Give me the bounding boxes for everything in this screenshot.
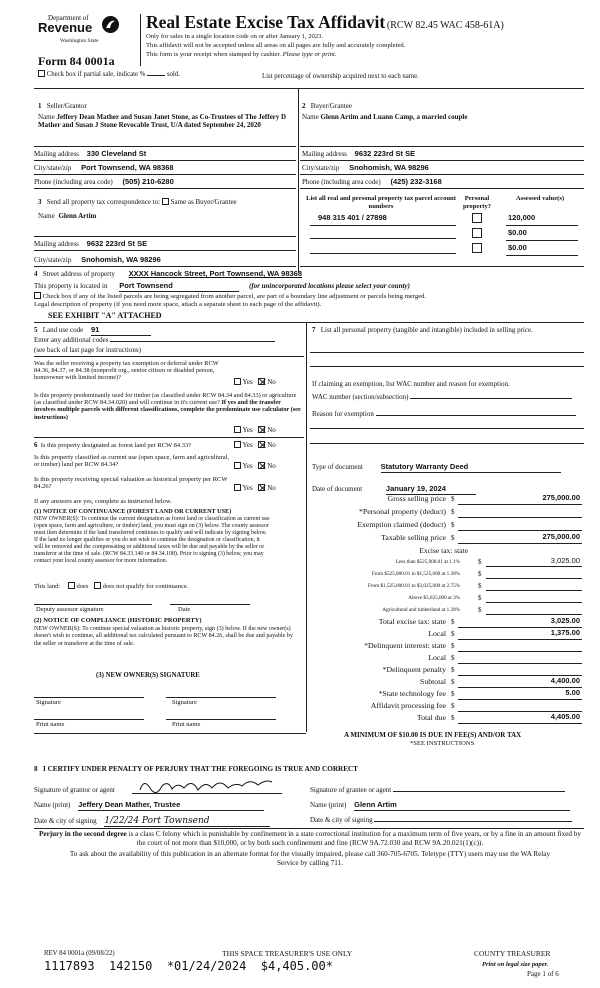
forest-no-checkbox[interactable] bbox=[258, 441, 265, 448]
perjury-notice: Perjury in the second degree is a class C felony which is punishable by confinement in a state correctional institution for a maximum term of five years, or by a fine in an amount fixed by the court of not more than $10,000, or by both such confinement and fine (RCW 9A.72.030 and RCW 9A.20.021(1)(c)). bbox=[39, 830, 581, 847]
taxable-value[interactable]: 275,000.00 bbox=[542, 532, 580, 541]
header-note-2: This affidavit will not be accepted unless all areas on all pages are fully and accurately completed. bbox=[146, 42, 406, 49]
legal-size-note: Print on legal size paper. bbox=[482, 961, 549, 968]
property-address[interactable]: XXXX Hancock Street, Port Townsend, WA 98368 bbox=[128, 269, 303, 278]
partial-sale-checkbox[interactable] bbox=[38, 70, 45, 77]
assessed-col-header: Assessed value(s) bbox=[515, 195, 565, 202]
notice-compliance-title: (2) NOTICE OF COMPLIANCE (HISTORIC PROPERTY) bbox=[34, 617, 202, 624]
grantee-name[interactable]: Glenn Artim bbox=[354, 801, 570, 811]
subtotal-label: Subtotal bbox=[420, 677, 446, 686]
buyer-name-row: Name Glenn Artim and Luann Camp, a married couple bbox=[302, 113, 468, 121]
if-yes-note: If any answers are yes, complete as instructed below. bbox=[34, 498, 172, 505]
parcel-number-1[interactable]: 948 315 401 / 27898 bbox=[318, 213, 387, 222]
revenue-label: Revenue bbox=[38, 20, 93, 35]
deputy-signature-label: Deputy assessor signature bbox=[36, 606, 104, 613]
deputy-date-label: Date bbox=[178, 606, 191, 613]
assessed-value-2[interactable]: $0.00 bbox=[508, 228, 527, 237]
revenue-logo bbox=[38, 14, 128, 48]
doc-date-row: Date of document January 19, 2024 bbox=[312, 485, 476, 495]
total-state-label: Total excise tax: state bbox=[378, 617, 446, 626]
q1-answers: Yes No bbox=[234, 378, 276, 386]
exemption-label: If claiming an exemption, list WAC number and reason for exemption. bbox=[312, 380, 510, 388]
property-location[interactable]: Port Townsend bbox=[119, 282, 239, 292]
grantor-date[interactable]: 1/22/24 Port Townsend bbox=[104, 816, 270, 827]
grantor-signature[interactable] bbox=[132, 776, 282, 794]
seller-name-row: Name Jeffery Dean Mather and Susan Janet Stone, as Co-Trustees of The Jeffery D Mather and Susan J Stone Revocable Trust, U/A dated September 24, 2020 bbox=[38, 113, 287, 130]
historic-yes-checkbox[interactable] bbox=[234, 484, 241, 491]
taxcorr-city[interactable]: Snohomish, WA 98296 bbox=[81, 255, 161, 264]
exemption-deduct-label: Exemption claimed (deduct) bbox=[357, 520, 446, 529]
doc-date[interactable]: January 19, 2024 bbox=[386, 485, 476, 495]
total-state-value[interactable]: 3,025.00 bbox=[550, 616, 580, 625]
buyer-mailing[interactable]: 9632 223rd St SE bbox=[354, 149, 416, 158]
delinq-penalty-label: *Delinquent penalty bbox=[382, 665, 446, 674]
assessed-value-3[interactable]: $0.00 bbox=[508, 243, 527, 252]
state-label: Washington State bbox=[60, 38, 99, 44]
total-due-label: Total due bbox=[416, 713, 446, 722]
historic-question: Is this property receiving special valuation as historical property per RCW 84.26? bbox=[34, 476, 228, 491]
taxcorr-name-row: Name Glenn Artim bbox=[38, 212, 97, 220]
q2-yes-checkbox[interactable] bbox=[234, 426, 241, 433]
header-note-1: Only for sales in a single location code on or after January 1, 2023. bbox=[146, 33, 324, 40]
seller-name[interactable]: Jeffery Dean Mather and Susan Janet Stone, as Co-Trustees of The Jeffery D Mather and Susan J Stone Revocable Trust, U/A dated September 24, 2020 bbox=[38, 113, 287, 130]
tier-5-label: Agricultural and timberland at 1.28% bbox=[382, 607, 460, 613]
revenue-logo-icon bbox=[102, 16, 119, 33]
dept-of-label: Department of bbox=[48, 14, 89, 22]
tier-1-label: Less than $525,000.01 at 1.1% bbox=[395, 559, 460, 565]
land-use-row: 5 Land use code 91 bbox=[34, 326, 151, 336]
seller-phone-row: Phone (including area code) (505) 210-6280 bbox=[34, 177, 174, 186]
affidavit-fee-label: Affidavit processing fee bbox=[370, 701, 446, 710]
rev-code: REV 84 0001a (09/08/22) bbox=[44, 950, 115, 957]
owner-print-label-1: Print name bbox=[36, 721, 65, 728]
tier-4-label: Above $3,025,000 at 3% bbox=[408, 595, 460, 601]
q1-no-checkbox[interactable] bbox=[258, 378, 265, 385]
header-note-3: This form is your receipt when stamped by cashier. Please type or print. bbox=[146, 51, 337, 58]
grantor-signature-row: Signature of grantor or agent bbox=[34, 786, 115, 794]
property-address-row: 4 Street address of property XXXX Hancock Street, Port Townsend, WA 98368 bbox=[34, 269, 303, 278]
receipt-stamp: 1117893 142150 *01/24/2024 $4,405.00* bbox=[44, 959, 333, 973]
tier-3-label: From $1,525,000.01 to $3,025,000 at 2.75% bbox=[367, 583, 460, 589]
tier-1-value[interactable]: 3,025.00 bbox=[550, 556, 580, 565]
current-use-no-checkbox[interactable] bbox=[258, 462, 265, 469]
total-due-value[interactable]: 4,405.00 bbox=[550, 712, 580, 721]
taxable-label: Taxable selling price bbox=[381, 533, 446, 542]
q2-answers: Yes No bbox=[234, 426, 276, 434]
forest-question: 6 Is this property designated as forest land per RCW 84.33? bbox=[34, 441, 192, 449]
exemption-question: Was the seller receiving a property tax exemption or deferral under RCW 84.36, 84.37, or 84.38 (nonprofit org., senior citizen or disabled person, homeowner with limited income)? bbox=[34, 360, 219, 382]
legal-description-note: Legal description of property (if you need more space, attach a separate sheet to each page of the affidavit). bbox=[34, 301, 322, 308]
exhibit-note: SEE EXHIBIT "A" ATTACHED bbox=[48, 311, 162, 320]
timber-question: Is this property predominantly used for timber (as classified under RCW 84.34 and 84.33) or agriculture (as classified under RCW 84.34.020) and will continue in it's current use? If yes and the transfer involves multiple parcels with different classifications, complete the predominate use calculator (see instructions) bbox=[34, 392, 301, 421]
q1-yes-checkbox[interactable] bbox=[234, 378, 241, 385]
subtotal-value[interactable]: 4,400.00 bbox=[550, 676, 580, 685]
owner-signature-label-1: Signature bbox=[36, 699, 61, 706]
alt-format-notice: To ask about the availability of this publication in an alternate format for the visually impaired, please call 360-705-6705. Teletype (TTY) users may use the WA Relay Service by calling 711. bbox=[69, 850, 551, 867]
wac-row: WAC number (section/subsection) bbox=[312, 393, 582, 401]
notice-continuance-body: NEW OWNER(S): To continue the current designation as forest land or classification as current use (open space, farm and agriculture, or timber) land, you must sign on (3) below. The county assessor must then determine if the land transferred continues to qualify and will indicate by signing below. If the land no longer qualifies or you do not wish to continue the designation or classification, it will be removed and the compensating or additional taxes will be due and payable by the seller or transferor at the time of sale. (RCW 84.33.140 or 84.34.108). Prior to signing (3) below, you may contact your local county assessor for more information. bbox=[34, 516, 270, 565]
tech-fee-label: *State technology fee bbox=[378, 689, 446, 698]
seller-city[interactable]: Port Townsend, WA 98368 bbox=[81, 163, 174, 172]
taxcorr-heading: 3 Send all property tax correspondence to: Same as Buyer/Grantee bbox=[38, 198, 237, 206]
new-owner-signature-title: (3) NEW OWNER(S) SIGNATURE bbox=[96, 672, 200, 679]
doc-type[interactable]: Statutory Warranty Deed bbox=[381, 463, 561, 473]
excise-state-label: Excise tax: state bbox=[419, 546, 468, 555]
treasurer-only-label: THIS SPACE TREASURER'S USE ONLY bbox=[222, 949, 353, 958]
local-label: Local bbox=[428, 629, 446, 638]
personal-property-label: 7 List all personal property (tangible and intangible) included in selling price. bbox=[312, 326, 533, 334]
seller-phone[interactable]: (505) 210-6280 bbox=[122, 177, 174, 186]
taxcorr-name[interactable]: Glenn Artim bbox=[58, 212, 97, 220]
parcel-col-header: List all real and personal property tax parcel account numbers bbox=[306, 195, 456, 210]
taxcorr-city-row: City/state/zip Snohomish, WA 98296 bbox=[34, 255, 161, 264]
buyer-heading: 2 Buyer/Grantee bbox=[302, 102, 352, 110]
owner-signature-label-2: Signature bbox=[172, 699, 197, 706]
taxcorr-mailing[interactable]: 9632 223rd St SE bbox=[86, 239, 148, 248]
delinq-local-label: Local bbox=[428, 653, 446, 662]
grantor-name[interactable]: Jeffery Dean Mather, Trustee bbox=[78, 801, 264, 811]
property-located-row: This property is located in Port Townsend (for unincorporated locations please select your county) bbox=[34, 281, 410, 290]
s6-q3-answers: Yes No bbox=[234, 484, 276, 492]
buyer-city[interactable]: Snohomish, WA 98296 bbox=[349, 163, 429, 172]
personal-property-checkbox-1[interactable] bbox=[472, 213, 482, 223]
local-value[interactable]: 1,375.00 bbox=[550, 628, 580, 637]
personal-col-header: Personal property? bbox=[462, 195, 492, 210]
doc-type-row: Type of document Statutory Warranty Deed bbox=[312, 463, 561, 473]
form-title: Real Estate Excise Tax Affidavit (RCW 82.45 WAC 458-61A) bbox=[146, 12, 504, 32]
additional-codes-row: Enter any additional codes bbox=[34, 336, 304, 344]
land-does-not-checkbox[interactable] bbox=[94, 582, 101, 589]
owner-print-label-2: Print name bbox=[172, 721, 201, 728]
county-treasurer-label: COUNTY TREASURER bbox=[474, 949, 551, 958]
land-does-checkbox[interactable] bbox=[68, 582, 75, 589]
buyer-phone[interactable]: (425) 232-3168 bbox=[390, 177, 442, 186]
grantee-date-row: Date & city of signing bbox=[310, 816, 572, 824]
notice-compliance-body: NEW OWNER(S): To continue special valuation as historic property, sign (3) below. If the new owner(s) doesn't wish to continue, all additional tax calculated pursuant to RCW 84.26, shall be due and payable by the seller or transferor at the time of sale. bbox=[34, 626, 293, 647]
buyer-name[interactable]: Glenn Artim and Luann Camp, a married couple bbox=[320, 113, 468, 121]
grantee-signature-row: Signature of grantee or agent bbox=[310, 786, 565, 794]
same-as-buyer-checkbox[interactable] bbox=[162, 198, 169, 205]
minimum-fee-note: A MINIMUM OF $10.00 IS DUE IN FEE(S) AND/OR TAX bbox=[344, 731, 522, 739]
grantee-name-row: Name (print) Glenn Artim bbox=[310, 801, 570, 811]
segregated-row: Check box if any of the listed parcels are being segregated from another parcel, are part of a boundary line adjustment or parcels being merged. bbox=[34, 292, 426, 301]
page-number: Page 1 of 6 bbox=[527, 970, 559, 978]
assessed-value-1[interactable]: 120,000 bbox=[508, 213, 536, 222]
seller-heading: 1 Seller/Grantor bbox=[38, 102, 87, 110]
tech-fee-value[interactable]: 5.00 bbox=[565, 688, 580, 697]
grantor-signature-scrawl bbox=[132, 776, 282, 796]
taxcorr-mailing-row: Mailing address 9632 223rd St SE bbox=[34, 239, 148, 248]
current-use-question: Is this property classified as current use (open space, farm and agricultural, or timber) land per RCW 84.34? bbox=[34, 454, 230, 469]
gross-value[interactable]: 275,000.00 bbox=[542, 493, 580, 502]
land-use-code[interactable]: 91 bbox=[91, 326, 151, 336]
see-last-page-note: (see back of last page for instructions) bbox=[34, 346, 141, 354]
form-number: Form 84 0001a bbox=[38, 54, 115, 68]
personal-deduct-label: *Personal property (deduct) bbox=[358, 507, 446, 516]
tier-2-label: From $525,000.01 to $1,525,000 at 1.28% bbox=[371, 571, 460, 577]
historic-no-checkbox[interactable] bbox=[258, 484, 265, 491]
partial-sale-row: Check box if partial sale, indicate % sold. bbox=[38, 70, 180, 79]
seller-city-row: City/state/zip Port Townsend, WA 98368 bbox=[34, 163, 174, 172]
grantor-date-row: Date & city of signing 1/22/24 Port Townsend bbox=[34, 816, 270, 827]
s6-q1-answers: Yes No bbox=[234, 441, 276, 449]
current-use-yes-checkbox[interactable] bbox=[234, 462, 241, 469]
gross-label: Gross selling price bbox=[387, 494, 446, 503]
personal-property-checkbox-3[interactable] bbox=[472, 243, 482, 253]
buyer-city-row: City/state/zip Snohomish, WA 98296 bbox=[302, 163, 429, 172]
q2-no-checkbox[interactable] bbox=[258, 426, 265, 433]
forest-yes-checkbox[interactable] bbox=[234, 441, 241, 448]
seller-mailing-row: Mailing address 330 Cleveland St bbox=[34, 149, 147, 158]
certify-heading: 8 I CERTIFY UNDER PENALTY OF PERJURY THAT THE FOREGOING IS TRUE AND CORRECT bbox=[34, 765, 358, 773]
notice-continuance-title: (1) NOTICE OF CONTINUANCE (FOREST LAND OR CURRENT USE) bbox=[34, 508, 232, 515]
personal-property-checkbox-2[interactable] bbox=[472, 228, 482, 238]
see-instructions-note: *SEE INSTRUCTIONS bbox=[410, 740, 475, 747]
seller-mailing[interactable]: 330 Cleveland St bbox=[86, 149, 147, 158]
segregated-checkbox[interactable] bbox=[34, 292, 41, 299]
grantor-name-row: Name (print) Jeffery Dean Mather, Trustee bbox=[34, 801, 264, 811]
reason-row: Reason for exemption bbox=[312, 410, 582, 418]
this-land-row: This land: does does not qualify for continuance. bbox=[34, 583, 189, 590]
s6-q2-answers: Yes No bbox=[234, 462, 276, 470]
buyer-phone-row: Phone (including area code) (425) 232-3168 bbox=[302, 177, 442, 186]
delinq-state-label: *Delinquent interest: state bbox=[364, 641, 446, 650]
buyer-mailing-row: Mailing address 9632 223rd St SE bbox=[302, 149, 416, 158]
ownership-note: List percentage of ownership acquired next to each name. bbox=[262, 73, 419, 80]
